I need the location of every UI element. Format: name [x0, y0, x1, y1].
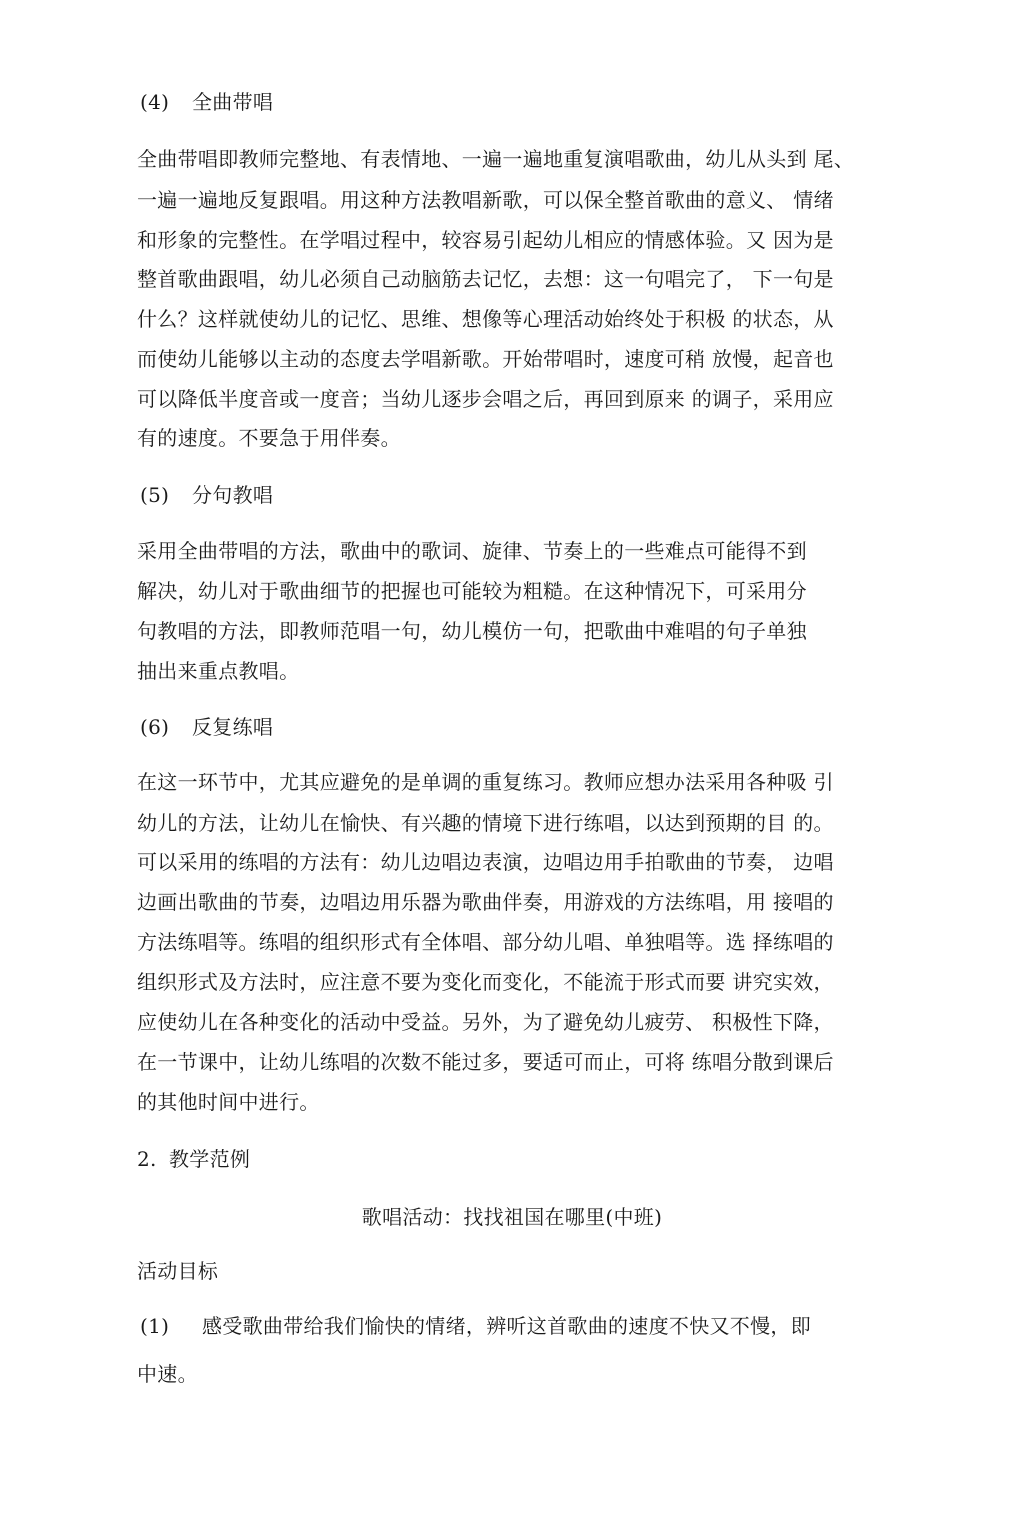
section-number: (6) [140, 715, 170, 739]
paragraph-line: 的其他时间中进行。 [137, 1090, 320, 1114]
paragraph-line: 可以降低半度音或一度音；当幼儿逐步会唱之后，再回到原来 的调子，采用应 [137, 387, 834, 411]
goal-item-1 [140, 1313, 811, 1339]
section-heading-example [137, 1146, 250, 1172]
goal-number: (1) [140, 1314, 170, 1338]
paragraph-line: 在这一环节中，尤其应避免的是单调的重复练习。教师应想办法采用各种吸 引 [137, 770, 834, 794]
paragraph-line: 有的速度。不要急于用伴奏。 [137, 426, 401, 450]
paragraph-line: 中速。 [137, 1362, 198, 1386]
section-title: 教学范例 [169, 1147, 251, 1171]
paragraph-line: 一遍一遍地反复跟唱。用这种方法教唱新歌，可以保全整首歌曲的意义、 情绪 [137, 188, 834, 212]
paragraph-line: 和形象的完整性。在学唱过程中，较容易引起幼儿相应的情感体验。又 因为是 [137, 228, 834, 252]
paragraph-line: 方法练唱等。练唱的组织形式有全体唱、部分幼儿唱、单独唱等。选 择练唱的 [137, 930, 834, 954]
paragraph-line: 组织形式及方法时，应注意不要为变化而变化，不能流于形式而要 讲究实效， [137, 970, 834, 994]
section-title: 反复练唱 [192, 715, 274, 739]
paragraph-line: 全曲带唱即教师完整地、有表情地、一遍一遍地重复演唱歌曲，幼儿从头到 尾、 [137, 147, 855, 171]
section-title: 全曲带唱 [192, 90, 274, 114]
goal-text: 感受歌曲带给我们愉快的情绪，辨听这首歌曲的速度不快又不慢，即 [202, 1314, 811, 1338]
goal-heading: 活动目标 [137, 1259, 219, 1283]
paragraph-line: 采用全曲带唱的方法，歌曲中的歌词、旋律、节奏上的一些难点可能得不到 [137, 539, 807, 563]
paragraph-line: 幼儿的方法，让幼儿在愉快、有兴趣的情境下进行练唱，以达到预期的目 的。 [137, 811, 834, 835]
section-heading-4 [140, 89, 273, 115]
paragraph-line: 边画出歌曲的节奏，边唱边用乐器为歌曲伴奏，用游戏的方法练唱，用 接唱的 [137, 890, 834, 914]
paragraph-line: 什么？这样就使幼儿的记忆、思维、想像等心理活动始终处于积极 的状态，从 [137, 307, 834, 331]
paragraph-line: 解决，幼儿对于歌曲细节的把握也可能较为粗糙。在这种情况下，可采用分 [137, 579, 807, 603]
paragraph-line: 应使幼儿在各种变化的活动中受益。另外，为了避免幼儿疲劳、 积极性下降， [137, 1010, 834, 1034]
section-heading-6 [140, 714, 273, 740]
section-heading-5 [140, 482, 273, 508]
section-number: (4) [140, 90, 170, 114]
paragraph-line: 在一节课中，让幼儿练唱的次数不能过多，要适可而止，可将 练唱分散到课后 [137, 1050, 834, 1074]
paragraph-line: 抽出来重点教唱。 [137, 659, 300, 683]
paragraph-line: 句教唱的方法，即教师范唱一句，幼儿模仿一句，把歌曲中难唱的句子单独 [137, 619, 807, 643]
activity-title: 歌唱活动：找找祖国在哪里(中班) [361, 1205, 663, 1229]
section-number: (5) [140, 483, 170, 507]
section-number: 2. [137, 1147, 157, 1171]
paragraph-line: 而使幼儿能够以主动的态度去学唱新歌。开始带唱时，速度可稍 放慢，起音也 [137, 347, 834, 371]
paragraph-line: 整首歌曲跟唱，幼儿必须自己动脑筋去记忆，去想：这一句唱完了， 下一句是 [137, 267, 834, 291]
paragraph-line: 可以采用的练唱的方法有：幼儿边唱边表演，边唱边用手拍歌曲的节奏， 边唱 [137, 850, 834, 874]
section-title: 分句教唱 [192, 483, 274, 507]
